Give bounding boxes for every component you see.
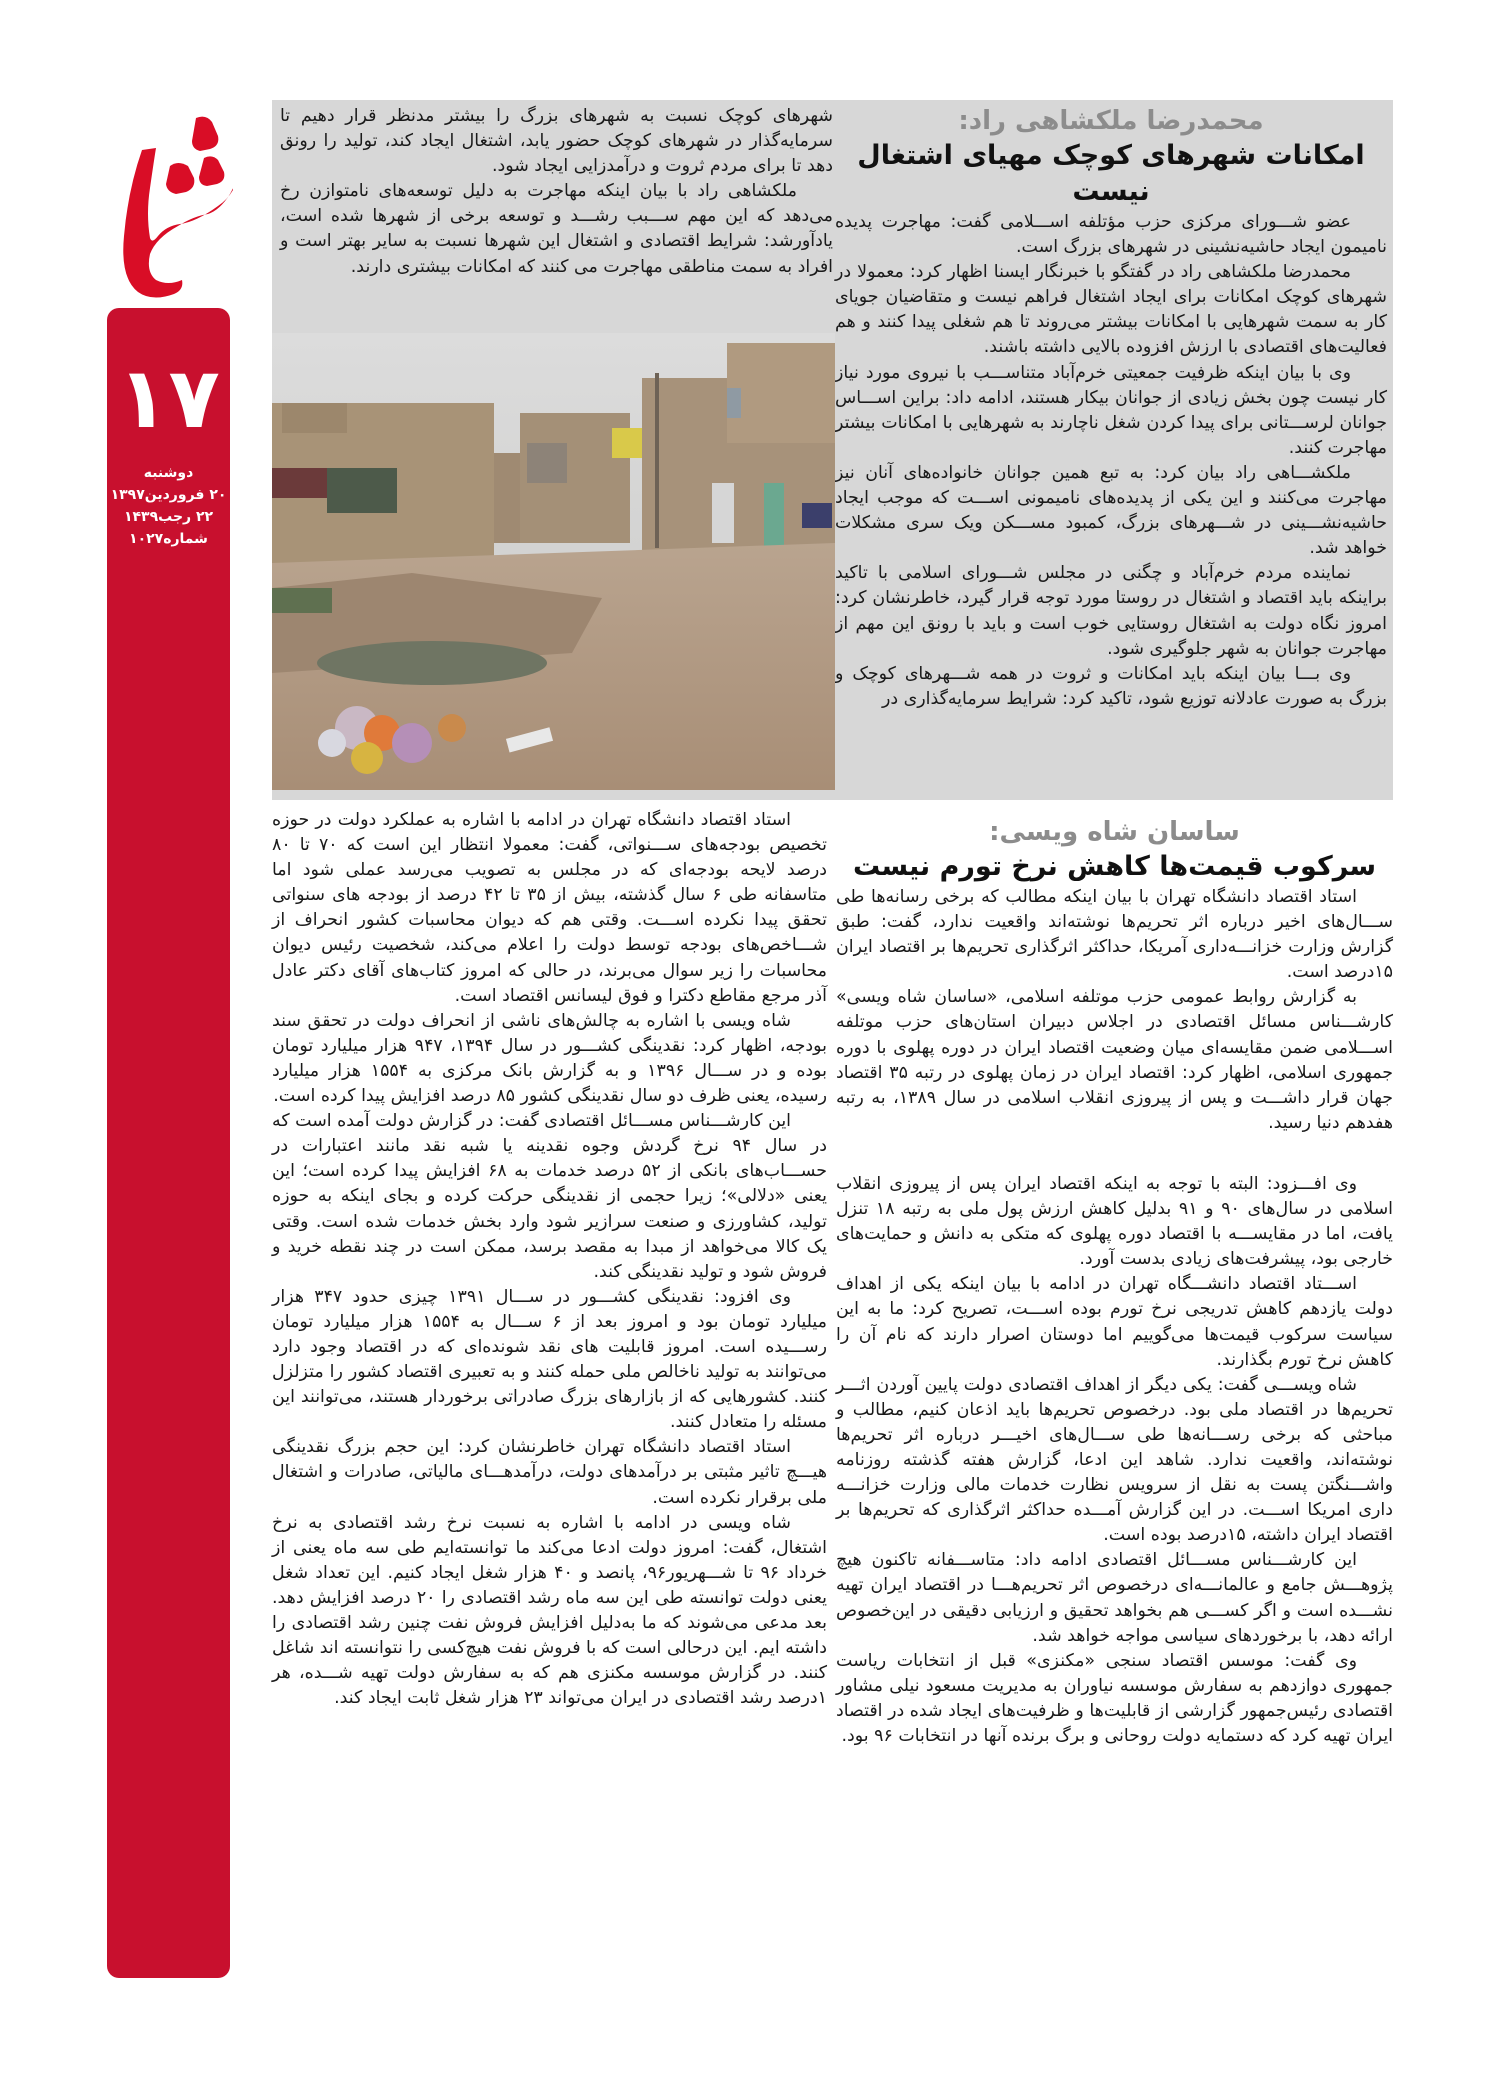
feature-article-box [272, 100, 1393, 800]
feature-left-column [280, 104, 833, 280]
paragraph: وی افزود: نقدینگی کشـــور در ســـال ۱۳۹۱ چیزی حدود ۳۴۷ هزار میلیارد تومان بود و امروز بعد از ۶ ســـال به ۱۵۵۴ هزار میلیارد تومان رســـیده است. امروز قابلیت های نقد شونده‌ای که در اقتصاد وجود دارد می‌توانند به تولید ناخالص ملی حمله کنند و به تعبیری اقتصاد کشور را متزلزل کنند. کشورهایی که از بازارهای بزرگ صادراتی برخوردار هستند، می‌توانند این مسئله را متعادل کنند. [272, 1286, 827, 1433]
paragraph: عضو شـــورای مرکزی حزب مؤتلفه اســـلامی گفت: مهاجرت پدیده نامیمون ایجاد حاشیه‌نشینی در شهرهای بزرگ است. [835, 212, 1387, 258]
feature-right-column [835, 104, 1387, 712]
issue-number: شماره۱۰۲۷ [129, 531, 208, 547]
paragraph: این کارشـــناس مســـائل اقتصادی گفت: در گزارش دولت آمده است که در سال ۹۴ نرخ گردش وجوه نقدینه یا شبه نقد مانند اعتبارات در حســـاب‌های بانکی از ۵۲ درصد خدمات به ۶۸ افزایش پیدا کرده است؛ این یعنی «دلالی»؛ زیرا حجمی از نقدینگی حرکت کرده و بجای اینکه به حوزه تولید، کشاورزی و صنعت سرازیر شود وارد بخش خدمات شده است. وقتی یک کالا می‌خواهد از مبدا به مقصد برسد، ممکن است در چند نقطه خرید و فروش شود و تولید نقدینگی کند. [272, 1111, 828, 1282]
article2-right-column [836, 815, 1393, 1749]
paragraph: به گزارش روابط عمومی حزب موتلفه اسلامی، «ساسان شاه ویسی» کارشـــناس مسائل اقتصادی در اجلاس دبیران استان‌های حزب موتلفه اســـلامی ضمن مقایسه‌ای میان وضعیت اقتصاد ایران در دوره پهلوی با دوره جمهوری اسلامی، اظهار کرد: اقتصاد ایران در زمان پهلوی در رتبه ۳۵ اقتصاد جهان قرار داشـــت و پس از پیروزی انقلاب اسلامی در سال ۱۳۸۹، به رتبه هفدهم دنیا رسید. [836, 987, 1394, 1133]
street-photo-icon [272, 333, 835, 790]
paragraph: نماینده مردم خرم‌آباد و چگنی در مجلس شـــورای اسلامی با تاکید براینکه باید اقتصاد و اشتغال در روستا مورد توجه قرار گیرد، خاطرنشان کرد: امروز نگاه دولت به اشتغال روستایی خوب است و باید با رونق این مهم از مهاجرت جوانان به شهر جلوگیری شود. [835, 563, 1387, 659]
page-sidebar [107, 308, 230, 1978]
paragraph: شاه ویسی با اشاره به چالش‌های ناشی از انحراف دولت در تحقق سند بودجه، اظهار کرد: نقدینگی کشـــور در سال ۱۳۹۴، ۹۴۷ هزار میلیارد تومان بوده و در ســـال ۱۳۹۶ و به گزارش بانک مرکزی به ۱۵۵۴ هزار میلیارد رسیده، یعنی ظرف دو سال نقدینگی کشور ۸۵ درصد افزایش پیدا کرده است. [272, 1010, 827, 1107]
article-kicker: محمدرضا ملکشاهی راد: [958, 106, 1264, 136]
article-kicker: ساسان شاه ویسی: [989, 817, 1240, 847]
paragraph: وی بـــا بیان اینکه باید امکانات و ثروت در همه شـــهرهای کوچک و بزرگ به صورت عادلانه توزیع شود، تاکید کرد: شرایط سرمایه‌گذاری در [835, 663, 1387, 709]
logo-calligraphy-icon [108, 96, 233, 306]
paragraph: وی گفت: موسس اقتصاد سنجی «مکنزی» قبل از انتخابات ریاست جمهوری دوازدهم به سفارش موسسه نیاوران به مدیریت مسعود نیلی مشاور اقتصادی رئیس‌جمهور گزارشی از قابلیت‌ها و ظرفیت‌های ایجاد شده در اقتصاد ایران تهیه کرد که دستمایه دولت روحانی و برگ برنده آنها در انتخابات ۹۶ بود. [836, 1650, 1393, 1746]
paragraph: شاه ویسی در ادامه با اشاره به نسبت نرخ رشد اقتصادی به نرخ اشتغال، گفت: امروز دولت ادعا می‌کند ما توانسته‌ایم طی سه ماه یعنی از خرداد ۹۶ تا شـــهریور۹۶، پانصد و ۴۰ هزار شغل ایجاد کنیم. این تعداد شغل یعنی دولت توانسته طی این سه ماه رشد اقتصادی را ۲۰ درصد افزایش دهد. بعد مدعی می‌شوند که ما به‌دلیل افزایش فروش نفت چنین رشد اقتصادی را داشته ایم. این درحالی است که با فروش نفت هیچ‌کسی را نتوانسته اند شاغل کنند. در گزارش موسسه مکنزی هم که به سفارش دولت تهیه شـــده، هر ۱درصد رشد اقتصادی در ایران می‌تواند ۲۳ هزار شغل ثابت ایجاد کند. [272, 1512, 827, 1709]
date-lunar: ۲۲ رجب۱۴۳۹ [123, 509, 214, 525]
weekday: دوشنبه [143, 465, 194, 481]
paragraph: استاد اقتصاد دانشگاه تهران خاطرنشان کرد: این حجم بزرگ نقدینگی هیـــچ تاثیر مثبتی بر درآمدهای دولت، درآمدهـــای مالیاتی، صادرات و اشتغال ملی برقرار نکرده است. [272, 1437, 827, 1508]
article2-left-column [272, 808, 827, 1711]
paragraph: ملکشـــاهی راد بیان کرد: به تبع همین جوانان خانواده‌های آنان نیز مهاجرت می‌کنند و این یکی از پدیده‌های نامیمونی اســـت که موجب ایجاد حاشیه‌نشـــینی در شـــهرهای بزرگ، کمبود مســـکن ویک سری مشکلات خواهد شد. [835, 462, 1387, 559]
date-solar: ۲۰ فروردین۱۳۹۷ [110, 487, 227, 503]
column-gap [836, 1136, 1393, 1172]
article-headline: امکانات شهرهای کوچک مهیای اشتغال نیست [857, 140, 1365, 207]
page-number: ۱۷ [117, 349, 220, 447]
newspaper-logo [108, 96, 233, 306]
article-photo [272, 333, 835, 790]
paragraph: استاد اقتصاد دانشگاه تهران با بیان اینکه مطالب که برخی رسانه‌ها طی ســـال‌های اخیر درباره اثر تحریم‌ها نوشته‌اند واقعیت ندارد، گفت: طبق گزارش وزارت خزانـــه‌داری آمریکا، حداکثر اثرگذاری تحریم‌ها بر اقتصاد ایران ۱۵درصد است. [836, 887, 1393, 983]
issue-info [107, 462, 230, 550]
paragraph: شهرهای کوچک نسبت به شهرهای بزرگ را بیشتر مدنظر قرار دهیم تا سرمایه‌گذار در شهرهای کوچک حضور یابد، اشتغال ایجاد کند، تولید را رونق دهد تا برای مردم ثروت و درآمدزایی ایجاد شود. [280, 106, 833, 177]
paragraph: شاه ویســـی گفت: یکی دیگر از اهداف اقتصادی دولت پایین آوردن اثـــر تحریم‌ها در اقتصاد ملی بود. درخصوص تحریم‌ها باید اذعان کنیم، مطالب و مباحثی که برخی رســـانه‌ها طی ســـال‌های اخیـــر درباره اثر تحریم‌ها نوشته‌اند، واقعیت ندارد. شاهد این ادعا، گزارش هفته گذشته روزنامه واشـــنگتن پست به نقل از سرویس نظارت خدمات مالی وزارت خزانـــه داری امریکا اســـت. در این گزارش آمـــده حداکثر اثرگذاری که تحریم‌ها بر اقتصاد ایران داشته، ۱۵درصد بوده است. [836, 1374, 1393, 1546]
paragraph: محمدرضا ملکشاهی راد در گفتگو با خبرنگار ایسنا اظهار کرد: معمولا در شهرهای کوچک امکانات برای ایجاد اشتغال فراهم نیست و متقاضیان جویای کار به سمت شهرهایی با امکانات بیشتر می‌روند تا هم شغلی پیدا کنند و هم فعالیت‌های اقتصادی با ارزش افزوده بالایی داشته باشند. [835, 262, 1387, 358]
paragraph: این کارشـــناس مســـائل اقتصادی ادامه داد: متاســـفانه تاکنون هیچ پژوهـــش جامع و عالمانـــه‌ای درخصوص اثر تحریم‌هـــا در اقتصاد ایران تهیه نشـــده است و اگر کســـی هم بخواهد تحقیق و ارزیابی دقیقی در این‌خصوص ارائه دهد، با برخوردهای سیاسی مواجه خواهد شد. [836, 1550, 1393, 1646]
paragraph: اســـتاد اقتصاد دانشـــگاه تهران در ادامه با بیان اینکه یکی از اهداف دولت یازدهم کاهش تدریجی نرخ تورم بوده اســـت، تصریح کرد: ما به این سیاست سرکوب قیمت‌ها می‌گوییم اما دوستان اصرار دارند که نام آن را کاهش نرخ تورم بگذارند. [836, 1274, 1393, 1370]
paragraph: وی افـــزود: البته با توجه به اینکه اقتصاد ایران پس از پیروزی انقلاب اسلامی در سال‌های ۹۰ و ۹۱ بدلیل کاهش ارزش پول ملی به رتبه ۱۸ تنزل یافت، اما در مقایســـه با اقتصاد دوره پهلوی که متکی به دانش و حمایت‌های خارجی بود، پیشرفت‌های زیادی بدست آورد. [836, 1173, 1393, 1270]
paragraph: وی با بیان اینکه ظرفیت جمعیتی خرم‌آباد متناســـب با نیروی مورد نیاز کار نیست چون بخش زیادی از جوانان بیکار هستند، ادامه داد: براین اســـاس جوانان لرســـتانی برای پیدا کردن شغل ناچارند به شهرهایی با امکانات بیشتر مهاجرت کنند. [835, 362, 1387, 458]
paragraph: ملکشاهی راد با بیان اینکه مهاجرت به دلیل توسعه‌های نامتوازن رخ می‌دهد که این مهم ســـبب رشـــد و توسعه برخی از شهرها شده است، یادآورشد: شرایط اقتصادی و اشتغال این شهرها نسبت به سایر بهتر است و افراد به سمت مناطقی مهاجرت می کنند که امکانات بیشتری دارند. [280, 181, 833, 277]
article-headline: سرکوب قیمت‌ها کاهش نرخ تورم نیست [852, 851, 1377, 882]
paragraph: استاد اقتصاد دانشگاه تهران در ادامه با اشاره به عملکرد دولت در حوزه تخصیص بودجه‌های ســـنواتی، گفت: معمولا انتظار این است که ۷۰ تا ۸۰ درصد لایحه بودجه‌ای که در مجلس به تصویب می‌رسد عملی شود اما متاسفانه طی ۶ سال گذشته، بیش از ۳۵ تا ۴۲ درصد از بودجه های سنواتی تحقق پیدا نکرده اســـت. وقتی هم که دیوان محاسبات کشور انحراف از شـــاخص‌های بودجه توسط دولت را اعلام می‌کند، شخصیت رئیس دیوان محاسبات را زیر سوال می‌برند، در حالی که امروز کتاب‌های آقای دکتر عادل آذر مرجع مقاطع دکترا و فوق لیسانس اقتصاد است. [272, 810, 827, 1006]
